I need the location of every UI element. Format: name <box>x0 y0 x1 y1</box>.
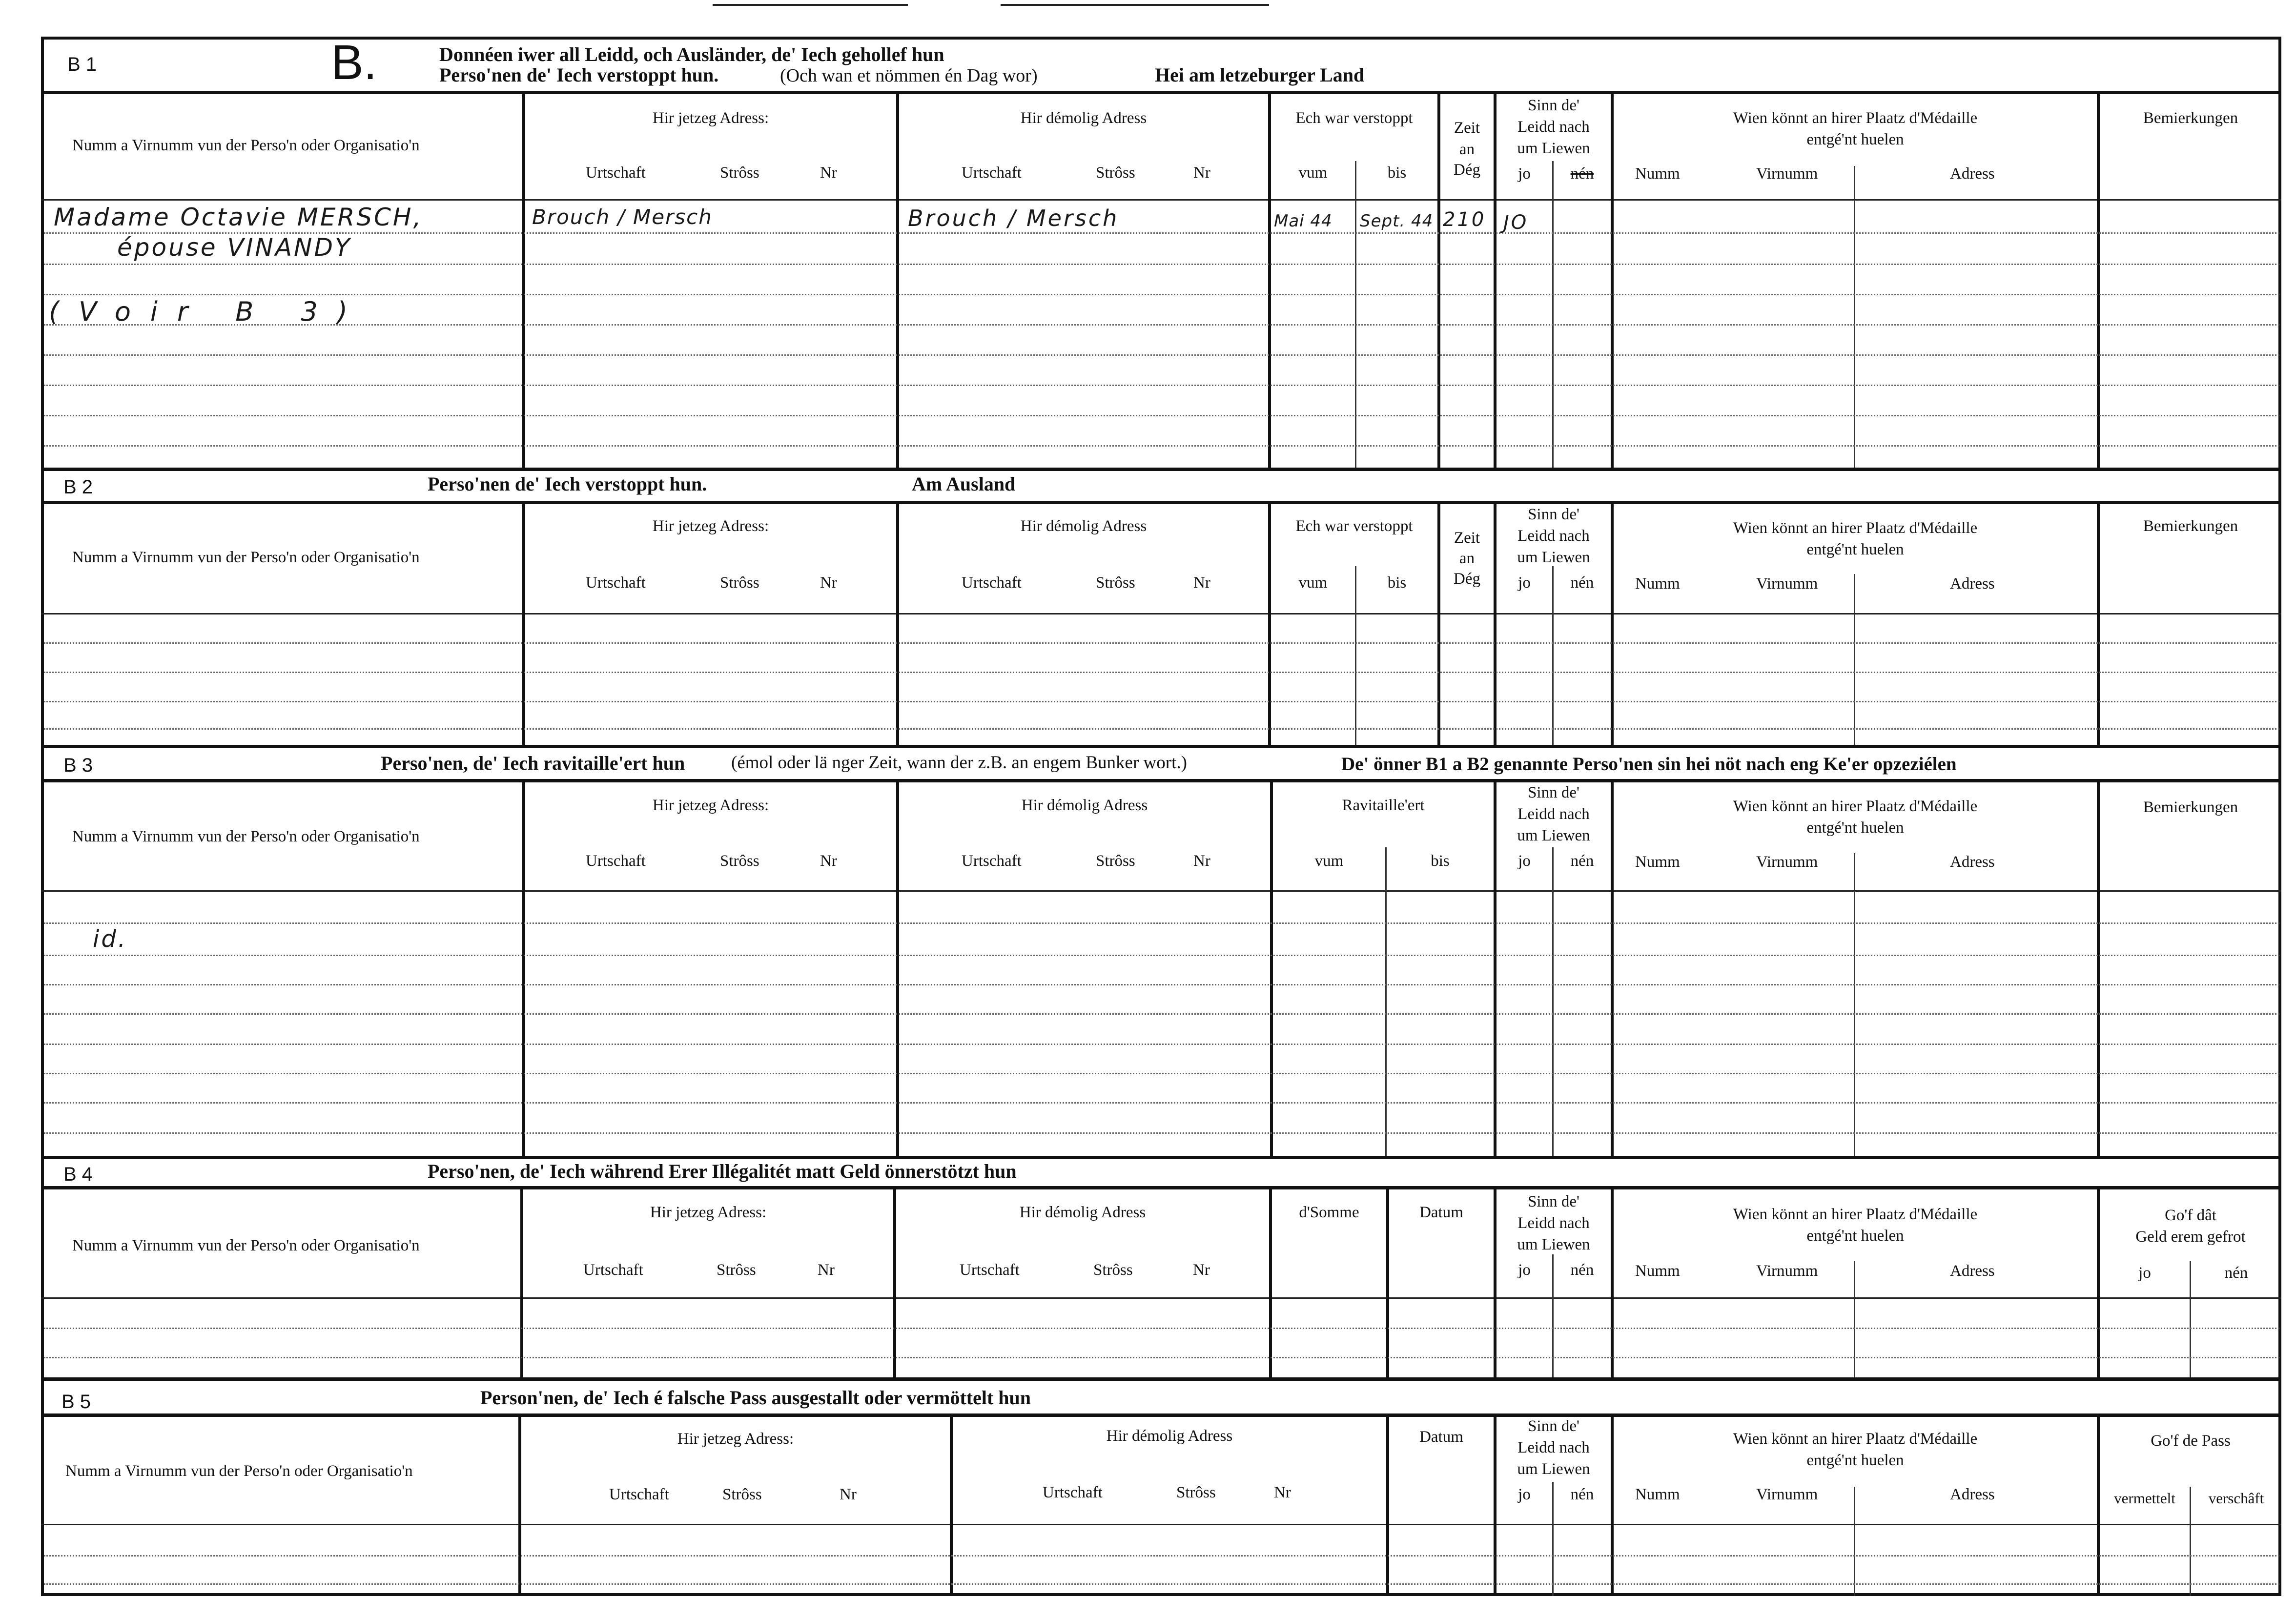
b1-hdr-urtschaft2: Urtschaft <box>962 164 1022 182</box>
b1-hdr-urtschaft: Urtschaft <box>586 164 646 182</box>
b2-sub-divider <box>1854 574 1855 745</box>
top-margin-mark <box>1001 4 1269 6</box>
b4-hdr-nen2: nén <box>2224 1264 2248 1282</box>
b2-sub-divider <box>1355 566 1356 745</box>
b5-hdr-name: Numm a Virnumm vun der Perso'n oder Organisatio'n <box>65 1462 413 1480</box>
b5-hdr-adress: Adress <box>1950 1486 1995 1503</box>
b3-hdr-stross: Strôss <box>720 852 759 870</box>
b1-hdr-zeit2: an <box>1459 141 1475 158</box>
entry-line <box>44 445 2279 447</box>
b4-hdr-numm: Numm <box>1635 1262 1680 1280</box>
entry-line <box>44 1555 2279 1557</box>
b3-hdr-previous: Hir démolig Adress <box>1021 797 1148 814</box>
b3-hdr-nr: Nr <box>820 852 837 870</box>
b1-col-divider <box>1268 91 1271 471</box>
b3-hdr-nen: nén <box>1570 852 1594 870</box>
b4-hdr-money2: Geld erem gefrot <box>2135 1228 2246 1246</box>
entry-line <box>44 385 2279 386</box>
b1-hdr-current: Hir jetzeg Adress: <box>652 109 769 127</box>
entry-line <box>44 1328 2279 1329</box>
b1-hdr-nr2: Nr <box>1193 164 1210 182</box>
b1-hdr-medal1: Wien könnt an hirer Plaatz d'Médaille <box>1733 109 1978 127</box>
b3-hdr-name: Numm a Virnumm vun der Perso'n oder Organisatio'n <box>72 828 420 845</box>
b1-hdr-sinn3: um Liewen <box>1517 140 1590 157</box>
b3-hdr-medal1: Wien könnt an hirer Plaatz d'Médaille <box>1733 798 1978 815</box>
b3-bottom-rule <box>41 1156 2281 1159</box>
b4-sub-divider <box>1854 1261 1855 1377</box>
entry-line <box>44 1583 2279 1585</box>
b2-title-b: Am Ausland <box>912 473 1016 495</box>
b3-hdr-virnumm: Virnumm <box>1756 853 1818 871</box>
b1-entry-from: Mai 44 <box>1274 211 1332 231</box>
b5-hdr-urtschaft2: Urtschaft <box>1043 1484 1103 1501</box>
b2-col-divider <box>896 501 899 748</box>
b3-hdr-supplied: Ravitaille'ert <box>1342 797 1425 814</box>
b1-hdr-remarks: Bemierkungen <box>2143 109 2238 127</box>
b1-hdr-nr: Nr <box>820 164 837 182</box>
b1-col-divider <box>896 91 899 471</box>
b2-sub-divider <box>1552 566 1554 745</box>
entry-line <box>44 415 2279 416</box>
b3-hdr-medal2: entgé'nt huelen <box>1806 819 1904 837</box>
b1-hdr-jo: jo <box>1518 165 1531 183</box>
b4-hdr-date: Datum <box>1419 1204 1463 1221</box>
b1-col-divider <box>2097 91 2100 471</box>
b4-hdr-stross2: Strôss <box>1093 1261 1133 1279</box>
b4-hdr-medal1: Wien könnt an hirer Plaatz d'Médaille <box>1733 1206 1978 1223</box>
b3-hdr-sinn3: um Liewen <box>1517 827 1590 844</box>
b3-hdr-sinn1: Sinn de' <box>1528 784 1579 801</box>
entry-line <box>44 1132 2279 1134</box>
section-id-b1: B 1 <box>67 54 97 75</box>
b2-hdr-adress: Adress <box>1950 575 1995 593</box>
top-margin-mark <box>713 4 908 6</box>
entry-line <box>44 955 2279 956</box>
entry-line <box>44 1073 2279 1074</box>
entry-line <box>44 1044 2279 1045</box>
b5-hdr-current: Hir jetzeg Adress: <box>677 1430 794 1448</box>
b4-hdr-jo2: jo <box>2138 1264 2151 1282</box>
b1-hdr-virnumm: Virnumm <box>1756 165 1818 183</box>
b4-hdr-urtschaft2: Urtschaft <box>960 1261 1020 1279</box>
b4-hdr-medal2: entgé'nt huelen <box>1806 1227 1904 1245</box>
b5-hdr-pass: Go'f de Pass <box>2151 1432 2231 1450</box>
b2-hdr-zeit1: Zeit <box>1454 529 1480 547</box>
b3-entry-name: id. <box>93 925 128 953</box>
b5-hdr-sinn2: Leidd nach <box>1517 1439 1590 1456</box>
b2-col-divider <box>1611 501 1614 748</box>
b1-hdr-zeit3: Dég <box>1454 161 1480 179</box>
b4-top-rule <box>41 1186 2281 1189</box>
b1-entry-previous-address: Brouch / Mersch <box>908 205 1119 231</box>
b2-hdr-vum: vum <box>1298 574 1328 592</box>
b1-entry-to: Sept. 44 <box>1360 211 1434 231</box>
b3-sub-divider <box>1854 853 1855 1156</box>
b2-title-a: Perso'nen de' Iech verstoppt hun. <box>428 473 707 495</box>
form-frame <box>41 37 2281 1596</box>
b3-hdr-urtschaft2: Urtschaft <box>962 852 1022 870</box>
b4-hdr-sinn2: Leidd nach <box>1517 1214 1590 1232</box>
b5-hdr-numm: Numm <box>1635 1486 1680 1503</box>
entry-line <box>44 701 2279 702</box>
b2-hdr-medal2: entgé'nt huelen <box>1806 541 1904 558</box>
b4-hdr-jo: jo <box>1518 1261 1531 1279</box>
b5-hdr-arranged: vermettelt <box>2114 1490 2175 1507</box>
b3-hdr-current: Hir jetzeg Adress: <box>652 797 769 814</box>
entry-line <box>44 642 2279 644</box>
b1-hdr-numm: Numm <box>1635 165 1680 183</box>
b2-hdr-zeit2: an <box>1459 550 1475 567</box>
b3-hdr-jo: jo <box>1518 852 1531 870</box>
b1-title-line2-c: Hei am letzeburger Land <box>1155 64 1365 86</box>
b2-hdr-virnumm: Virnumm <box>1756 575 1818 593</box>
b2-hdr-current: Hir jetzeg Adress: <box>652 517 769 535</box>
entry-line <box>44 984 2279 985</box>
b1-top-rule <box>41 91 2281 94</box>
b1-hdr-hidden: Ech war verstoppt <box>1295 109 1413 127</box>
b5-hdr-sinn3: um Liewen <box>1517 1460 1590 1478</box>
section-id-b5: B 5 <box>62 1391 91 1413</box>
b1-entry-yes: JO <box>1503 211 1529 234</box>
b4-bottom-rule <box>41 1377 2281 1381</box>
b5-title: Person'nen, de' Iech é falsche Pass ausgestallt oder vermöttelt hun <box>480 1387 1031 1409</box>
b5-hdr-nen: nén <box>1570 1486 1594 1503</box>
entry-line <box>44 922 2279 924</box>
b3-hdr-bis: bis <box>1431 852 1450 870</box>
b3-hdr-sinn2: Leidd nach <box>1517 805 1590 823</box>
entry-line <box>44 672 2279 673</box>
b1-hdr-bis: bis <box>1387 164 1407 182</box>
b3-sub-divider <box>1385 847 1387 1156</box>
b2-hdr-jo: jo <box>1518 574 1531 592</box>
b1-entry-current-address: Brouch / Mersch <box>532 205 713 229</box>
entry-line <box>44 728 2279 730</box>
b2-hdr-sinn1: Sinn de' <box>1528 506 1579 523</box>
entry-line <box>44 1357 2279 1358</box>
b5-hdr-nr2: Nr <box>1274 1484 1291 1501</box>
b5-hdr-nr: Nr <box>840 1486 857 1503</box>
entry-line <box>44 264 2279 265</box>
b4-hdr-nr: Nr <box>818 1261 835 1279</box>
b5-hdr-medal2: entgé'nt huelen <box>1806 1452 1904 1469</box>
form-letter: B. <box>331 35 377 90</box>
b2-hdr-sinn3: um Liewen <box>1517 549 1590 566</box>
entry-line <box>44 324 2279 326</box>
b1-title-line2-b: (Och wan et nömmen én Dag wor) <box>780 65 1038 86</box>
b4-hdr-virnumm: Virnumm <box>1756 1262 1818 1280</box>
b4-hdr-money1: Go'f dât <box>2165 1207 2216 1224</box>
b1-entry-name-line3: (Voir B 3) <box>49 296 367 327</box>
b3-title-c: De' önner B1 a B2 genannte Perso'nen sin hei nöt nach eng Ke'er opzeziélen <box>1341 754 1957 775</box>
b2-hdr-nr: Nr <box>820 574 837 592</box>
b2-col-divider <box>522 501 525 748</box>
b2-hdr-sinn2: Leidd nach <box>1517 527 1590 545</box>
b1-title-line1: Donnéen iwer all Leidd, och Ausländer, de' Iech gehollef hun <box>439 43 944 65</box>
b2-hdr-remarks: Bemierkungen <box>2143 517 2238 535</box>
b5-hdr-procured: verschâft <box>2208 1490 2264 1507</box>
b5-sub-divider <box>1854 1487 1855 1596</box>
b3-header-rule <box>41 890 2281 892</box>
b4-hdr-urtschaft: Urtschaft <box>583 1261 643 1279</box>
b1-header-rule <box>41 199 2281 201</box>
b2-hdr-previous: Hir démolig Adress <box>1020 517 1147 535</box>
b2-hdr-bis: bis <box>1387 574 1407 592</box>
b1-hdr-name: Numm a Virnumm vun der Perso'n oder Organisatio'n <box>72 137 420 154</box>
b3-hdr-urtschaft: Urtschaft <box>586 852 646 870</box>
b1-hdr-sinn1: Sinn de' <box>1528 97 1579 114</box>
b5-hdr-date: Datum <box>1419 1428 1463 1446</box>
b5-hdr-jo: jo <box>1518 1486 1531 1503</box>
entry-line <box>44 294 2279 295</box>
b1-hdr-vum: vum <box>1298 164 1328 182</box>
b4-hdr-sinn3: um Liewen <box>1517 1236 1590 1253</box>
b5-hdr-urtschaft: Urtschaft <box>609 1486 669 1503</box>
section-id-b2: B 2 <box>63 476 93 498</box>
b2-hdr-urtschaft: Urtschaft <box>586 574 646 592</box>
b2-header-rule <box>41 613 2281 614</box>
entry-line <box>44 1013 2279 1015</box>
b2-col-divider <box>2097 501 2100 748</box>
b2-hdr-name: Numm a Virnumm vun der Perso'n oder Organisatio'n <box>72 549 420 566</box>
b3-hdr-vum: vum <box>1314 852 1344 870</box>
b4-hdr-stross: Strôss <box>717 1261 756 1279</box>
b1-col-divider <box>522 91 525 471</box>
b4-hdr-sum: d'Somme <box>1299 1204 1359 1221</box>
b2-hdr-zeit3: Dég <box>1454 570 1480 588</box>
b4-hdr-adress: Adress <box>1950 1262 1995 1280</box>
b2-hdr-urtschaft2: Urtschaft <box>962 574 1022 592</box>
section-id-b3: B 3 <box>63 755 93 776</box>
b5-hdr-stross: Strôss <box>722 1486 762 1503</box>
b1-hdr-nen: nén <box>1570 165 1594 183</box>
b1-sub-divider <box>1854 166 1855 468</box>
b5-top-rule <box>41 1413 2281 1417</box>
b2-top-rule <box>41 501 2281 504</box>
b1-hdr-stross: Strôss <box>720 164 759 182</box>
b4-hdr-nr2: Nr <box>1193 1261 1210 1279</box>
b2-hdr-stross: Strôss <box>720 574 759 592</box>
b1-hdr-adress: Adress <box>1950 165 1995 183</box>
b4-hdr-sinn1: Sinn de' <box>1528 1193 1579 1210</box>
b2-hdr-hidden: Ech war verstoppt <box>1295 517 1413 535</box>
b2-hdr-medal1: Wien könnt an hirer Plaatz d'Médaille <box>1733 519 1978 537</box>
b3-hdr-remarks: Bemierkungen <box>2143 799 2238 816</box>
b1-sub-divider <box>1355 161 1356 468</box>
b1-entry-name-line1: Madame Octavie MERSCH, <box>54 203 423 231</box>
b5-header-rule <box>41 1524 2281 1525</box>
b1-title-line2-a: Perso'nen de' Iech verstoppt hun. <box>439 64 719 86</box>
b3-hdr-numm: Numm <box>1635 853 1680 871</box>
b2-bottom-rule <box>41 745 2281 748</box>
section-id-b4: B 4 <box>63 1164 93 1185</box>
entry-line <box>44 354 2279 356</box>
b2-hdr-nen: nén <box>1570 574 1594 592</box>
b4-hdr-name: Numm a Virnumm vun der Perso'n oder Organisatio'n <box>72 1237 420 1254</box>
b1-hdr-medal2: entgé'nt huelen <box>1806 131 1904 148</box>
b3-hdr-nr2: Nr <box>1193 852 1210 870</box>
b1-entry-name-line2: épouse VINANDY <box>117 233 352 262</box>
entry-line <box>44 232 2279 234</box>
b4-title: Perso'nen, de' Iech während Erer Illégalitét matt Geld önnerstötzt hun <box>428 1160 1017 1182</box>
b2-hdr-nr2: Nr <box>1193 574 1210 592</box>
b4-header-rule <box>41 1297 2281 1299</box>
b2-col-divider <box>1268 501 1271 748</box>
b2-hdr-numm: Numm <box>1635 575 1680 593</box>
b3-hdr-adress: Adress <box>1950 853 1995 871</box>
b1-bottom-rule <box>41 468 2281 471</box>
b5-hdr-previous: Hir démolig Adress <box>1106 1427 1233 1445</box>
b5-hdr-medal1: Wien könnt an hirer Plaatz d'Médaille <box>1733 1430 1978 1448</box>
b4-hdr-previous: Hir démolig Adress <box>1019 1204 1146 1221</box>
b1-entry-days: 210 <box>1443 208 1486 231</box>
b1-hdr-zeit1: Zeit <box>1454 119 1480 137</box>
b3-title-b: (émol oder lä nger Zeit, wann der z.B. an engem Bunker wort.) <box>731 753 1187 773</box>
b4-hdr-nen: nén <box>1570 1261 1594 1279</box>
b1-hdr-stross2: Strôss <box>1096 164 1135 182</box>
b1-hdr-sinn2: Leidd nach <box>1517 118 1590 136</box>
b3-sub-divider <box>1552 847 1554 1156</box>
b1-sub-divider <box>1552 161 1554 468</box>
b5-hdr-stross2: Strôss <box>1176 1484 1216 1501</box>
b4-hdr-current: Hir jetzeg Adress: <box>650 1204 767 1221</box>
b1-hdr-previous: Hir démolig Adress <box>1020 109 1147 127</box>
b5-hdr-virnumm: Virnumm <box>1756 1486 1818 1503</box>
b3-title-a: Perso'nen, de' Iech ravitaille'ert hun <box>381 752 685 774</box>
b3-hdr-stross2: Strôss <box>1096 852 1135 870</box>
b3-top-rule <box>41 779 2281 782</box>
b2-hdr-stross2: Strôss <box>1096 574 1135 592</box>
entry-line <box>44 1102 2279 1104</box>
b5-hdr-sinn1: Sinn de' <box>1528 1417 1579 1435</box>
